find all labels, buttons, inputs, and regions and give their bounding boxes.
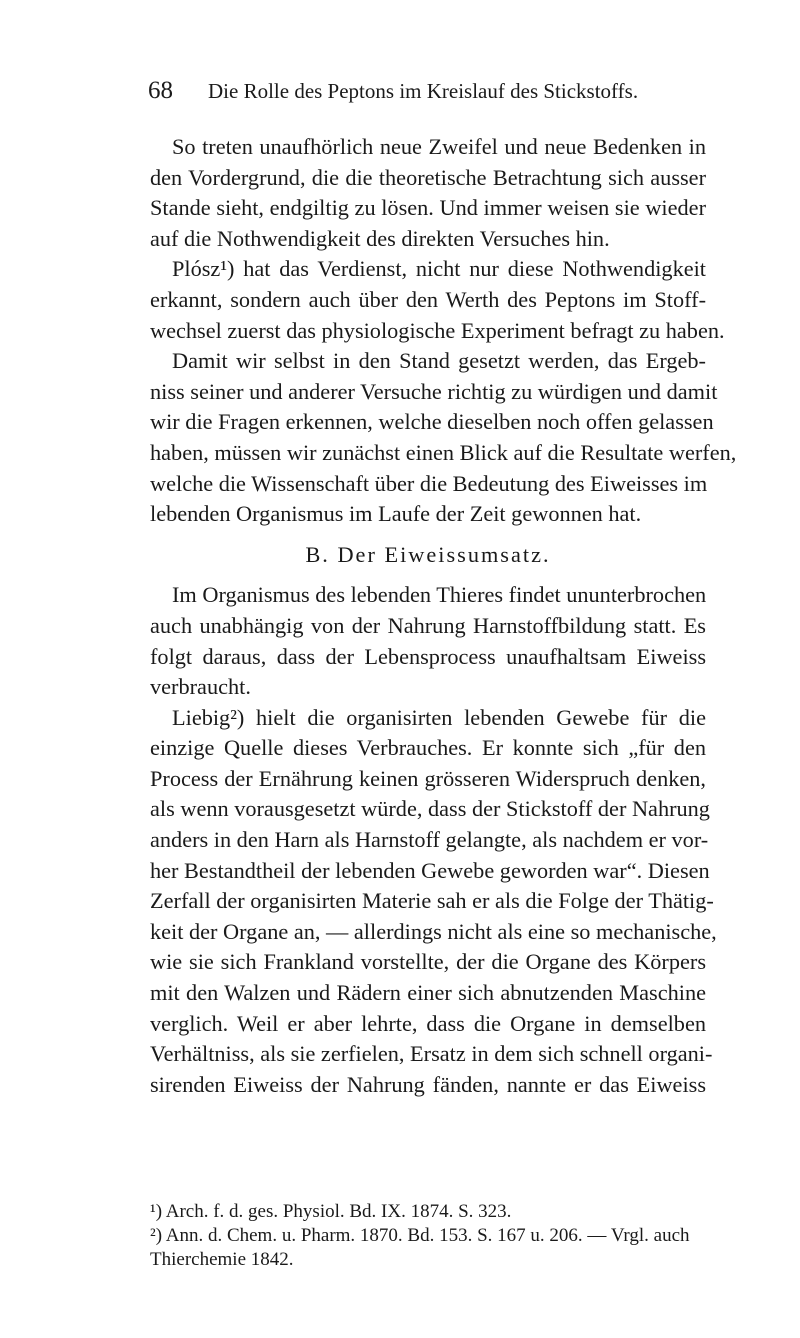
text-line: Verhältniss, als sie zerfielen, Ersatz in dem sich schnell organi- (150, 1041, 713, 1067)
text-line: haben, müssen wir zunächst einen Blick auf die Resultate werfen, (150, 439, 737, 465)
text-line: sirenden Eiweiss der Nahrung fänden, nannte er das Eiweiss (150, 1071, 706, 1097)
text-line: anders in den Harn als Harnstoff gelangte, als nachdem er vor- (150, 827, 709, 853)
text-line: mit den Walzen und Rädern einer sich abnutzenden Maschine (150, 980, 706, 1006)
text-line: her Bestandtheil der lebenden Gewebe geworden war“. Diesen (150, 857, 710, 883)
text-line: welche die Wissenschaft über die Bedeutung des Eiweisses im (150, 470, 708, 496)
text-line: lebenden Organismus im Laufe der Zeit gewonnen hat. (150, 501, 642, 527)
text-line: wie sie sich Frankland vorstellte, der die Organe des Körpers (150, 949, 706, 975)
text-line: keit der Organe an, — allerdings nicht als eine so mechanische, (150, 918, 717, 944)
text-line: verbraucht. (150, 674, 251, 700)
text-line: niss seiner und anderer Versuche richtig zu würdigen und damit (150, 378, 718, 404)
text-line: Zerfall der organisirten Materie sah er als die Folge der Thätig- (150, 888, 714, 914)
footnote-2: ²) Ann. d. Chem. u. Pharm. 1870. Bd. 153. S. 167 u. 206. — Vrgl. auch (150, 1225, 690, 1246)
running-head (148, 78, 708, 104)
footnote-2-continued: Thierchemie 1842. (150, 1249, 294, 1270)
text-line: verglich. Weil er aber lehrte, dass die Organe in demselben (150, 1010, 706, 1036)
text-line: Process der Ernährung keinen grösseren Widerspruch denken, (150, 765, 706, 791)
text-line: folgt daraus, dass der Lebensprocess unaufhaltsam Eiweiss (150, 643, 706, 669)
text-line: den Vordergrund, die die theoretische Betrachtung sich ausser (150, 164, 706, 190)
running-title: Die Rolle des Peptons im Kreislauf des Stickstoffs. (208, 79, 639, 103)
text-line: Plósz¹) hat das Verdienst, nicht nur diese Nothwendigkeit (172, 256, 706, 282)
text-line: So treten unaufhörlich neue Zweifel und neue Bedenken in (172, 134, 706, 159)
text-line: Stande sieht, endgiltig zu lösen. Und immer weisen sie wieder (150, 195, 706, 221)
text-line: auf die Nothwendigkeit des direkten Versuches hin. (150, 225, 610, 251)
body-text (150, 132, 737, 1100)
text-line: Im Organismus des lebenden Thieres findet ununterbrochen (172, 582, 707, 608)
text-line: auch unabhängig von der Nahrung Harnstoffbildung statt. Es (150, 612, 706, 638)
text-line: wechsel zuerst das physiologische Experiment befragt zu haben. (150, 317, 725, 343)
text-line: erkannt, sondern auch über den Werth des Peptons im Stoff- (150, 286, 706, 312)
footnote-1: ¹) Arch. f. d. ges. Physiol. Bd. IX. 1874. S. 323. (150, 1201, 512, 1222)
text-line: Damit wir selbst in den Stand gesetzt werden, das Ergeb- (172, 348, 706, 374)
page-number: 68 (148, 77, 173, 104)
text-line: Liebig²) hielt die organisirten lebenden Gewebe für die (172, 704, 706, 730)
section-heading: B. Der Eiweissumsatz. (305, 541, 551, 567)
footnotes (150, 1200, 706, 1272)
text-line: wir die Fragen erkennen, welche dieselben noch offen gelassen (150, 409, 714, 435)
text-line: als wenn vorausgesetzt würde, dass der Stickstoff der Nahrung (150, 796, 710, 822)
text-line: einzige Quelle dieses Verbrauches. Er konnte sich „für den (150, 735, 706, 761)
